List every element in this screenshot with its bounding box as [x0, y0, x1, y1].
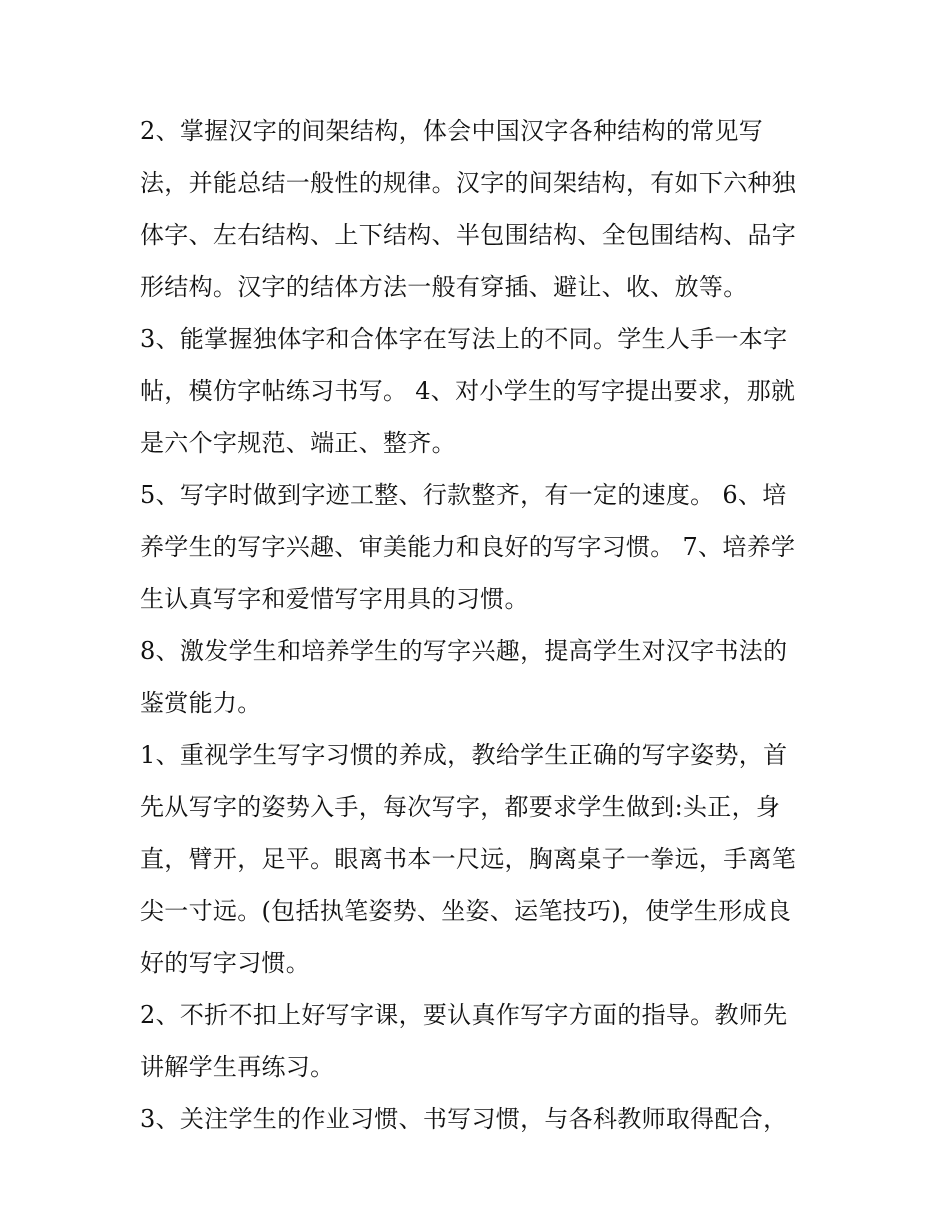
text-line: 好的写字习惯。	[140, 949, 311, 977]
text-line: 5、写字时做到字迹工整、行款整齐，有一定的速度。 6、培	[140, 481, 787, 509]
text-line: 先从写字的姿势入手，每次写字，都要求学生做到:头正，身	[140, 793, 781, 821]
text-line: 直，臂开，足平。眼离书本一尺远，胸离桌子一拳远，手离笔	[140, 845, 797, 873]
text-line: 3、关注学生的作业习惯、书写习惯，与各科教师取得配合，	[140, 1105, 788, 1133]
text-line: 1、重视学生写字习惯的养成，教给学生正确的写字姿势，首	[140, 741, 788, 769]
text-line: 2、不折不扣上好写字课，要认真作写字方面的指导。教师先	[140, 1001, 788, 1029]
paragraph-3-4-requirements	[140, 313, 820, 469]
text-line: 帖，模仿字帖练习书写。 4、对小学生的写字提出要求，那就	[140, 377, 796, 405]
text-line: 2、掌握汉字的间架结构，体会中国汉字各种结构的常见写	[140, 117, 764, 145]
paragraph-method-2-class	[140, 989, 820, 1093]
text-line: 3、能掌握独体字和合体字在写法上的不同。学生人手一本字	[140, 325, 788, 353]
text-line: 讲解学生再练习。	[140, 1053, 335, 1081]
text-line: 尖一寸远。(包括执笔姿势、坐姿、运笔技巧)，使学生形成良	[140, 897, 792, 925]
paragraph-method-3-cooperation	[140, 1093, 820, 1145]
text-line: 体字、左右结构、上下结构、半包围结构、全包围结构、品字	[140, 221, 797, 249]
text-line: 8、激发学生和培养学生的写字兴趣，提高学生对汉字书法的	[140, 637, 788, 665]
text-line: 形结构。汉字的结体方法一般有穿插、避让、收、放等。	[140, 273, 748, 301]
paragraph-5-6-7-habits	[140, 469, 820, 625]
paragraph-8-interest	[140, 625, 820, 729]
document-body	[140, 105, 820, 1145]
paragraph-2-structure	[140, 105, 820, 313]
text-line: 是六个字规范、端正、整齐。	[140, 429, 456, 457]
text-line: 生认真写字和爱惜写字用具的习惯。	[140, 585, 529, 613]
text-line: 养学生的写字兴趣、审美能力和良好的写字习惯。 7、培养学	[140, 533, 796, 561]
text-line: 法，并能总结一般性的规律。汉字的间架结构，有如下六种独	[140, 169, 797, 197]
paragraph-method-1-posture	[140, 729, 820, 989]
text-line: 鉴赏能力。	[140, 689, 262, 717]
